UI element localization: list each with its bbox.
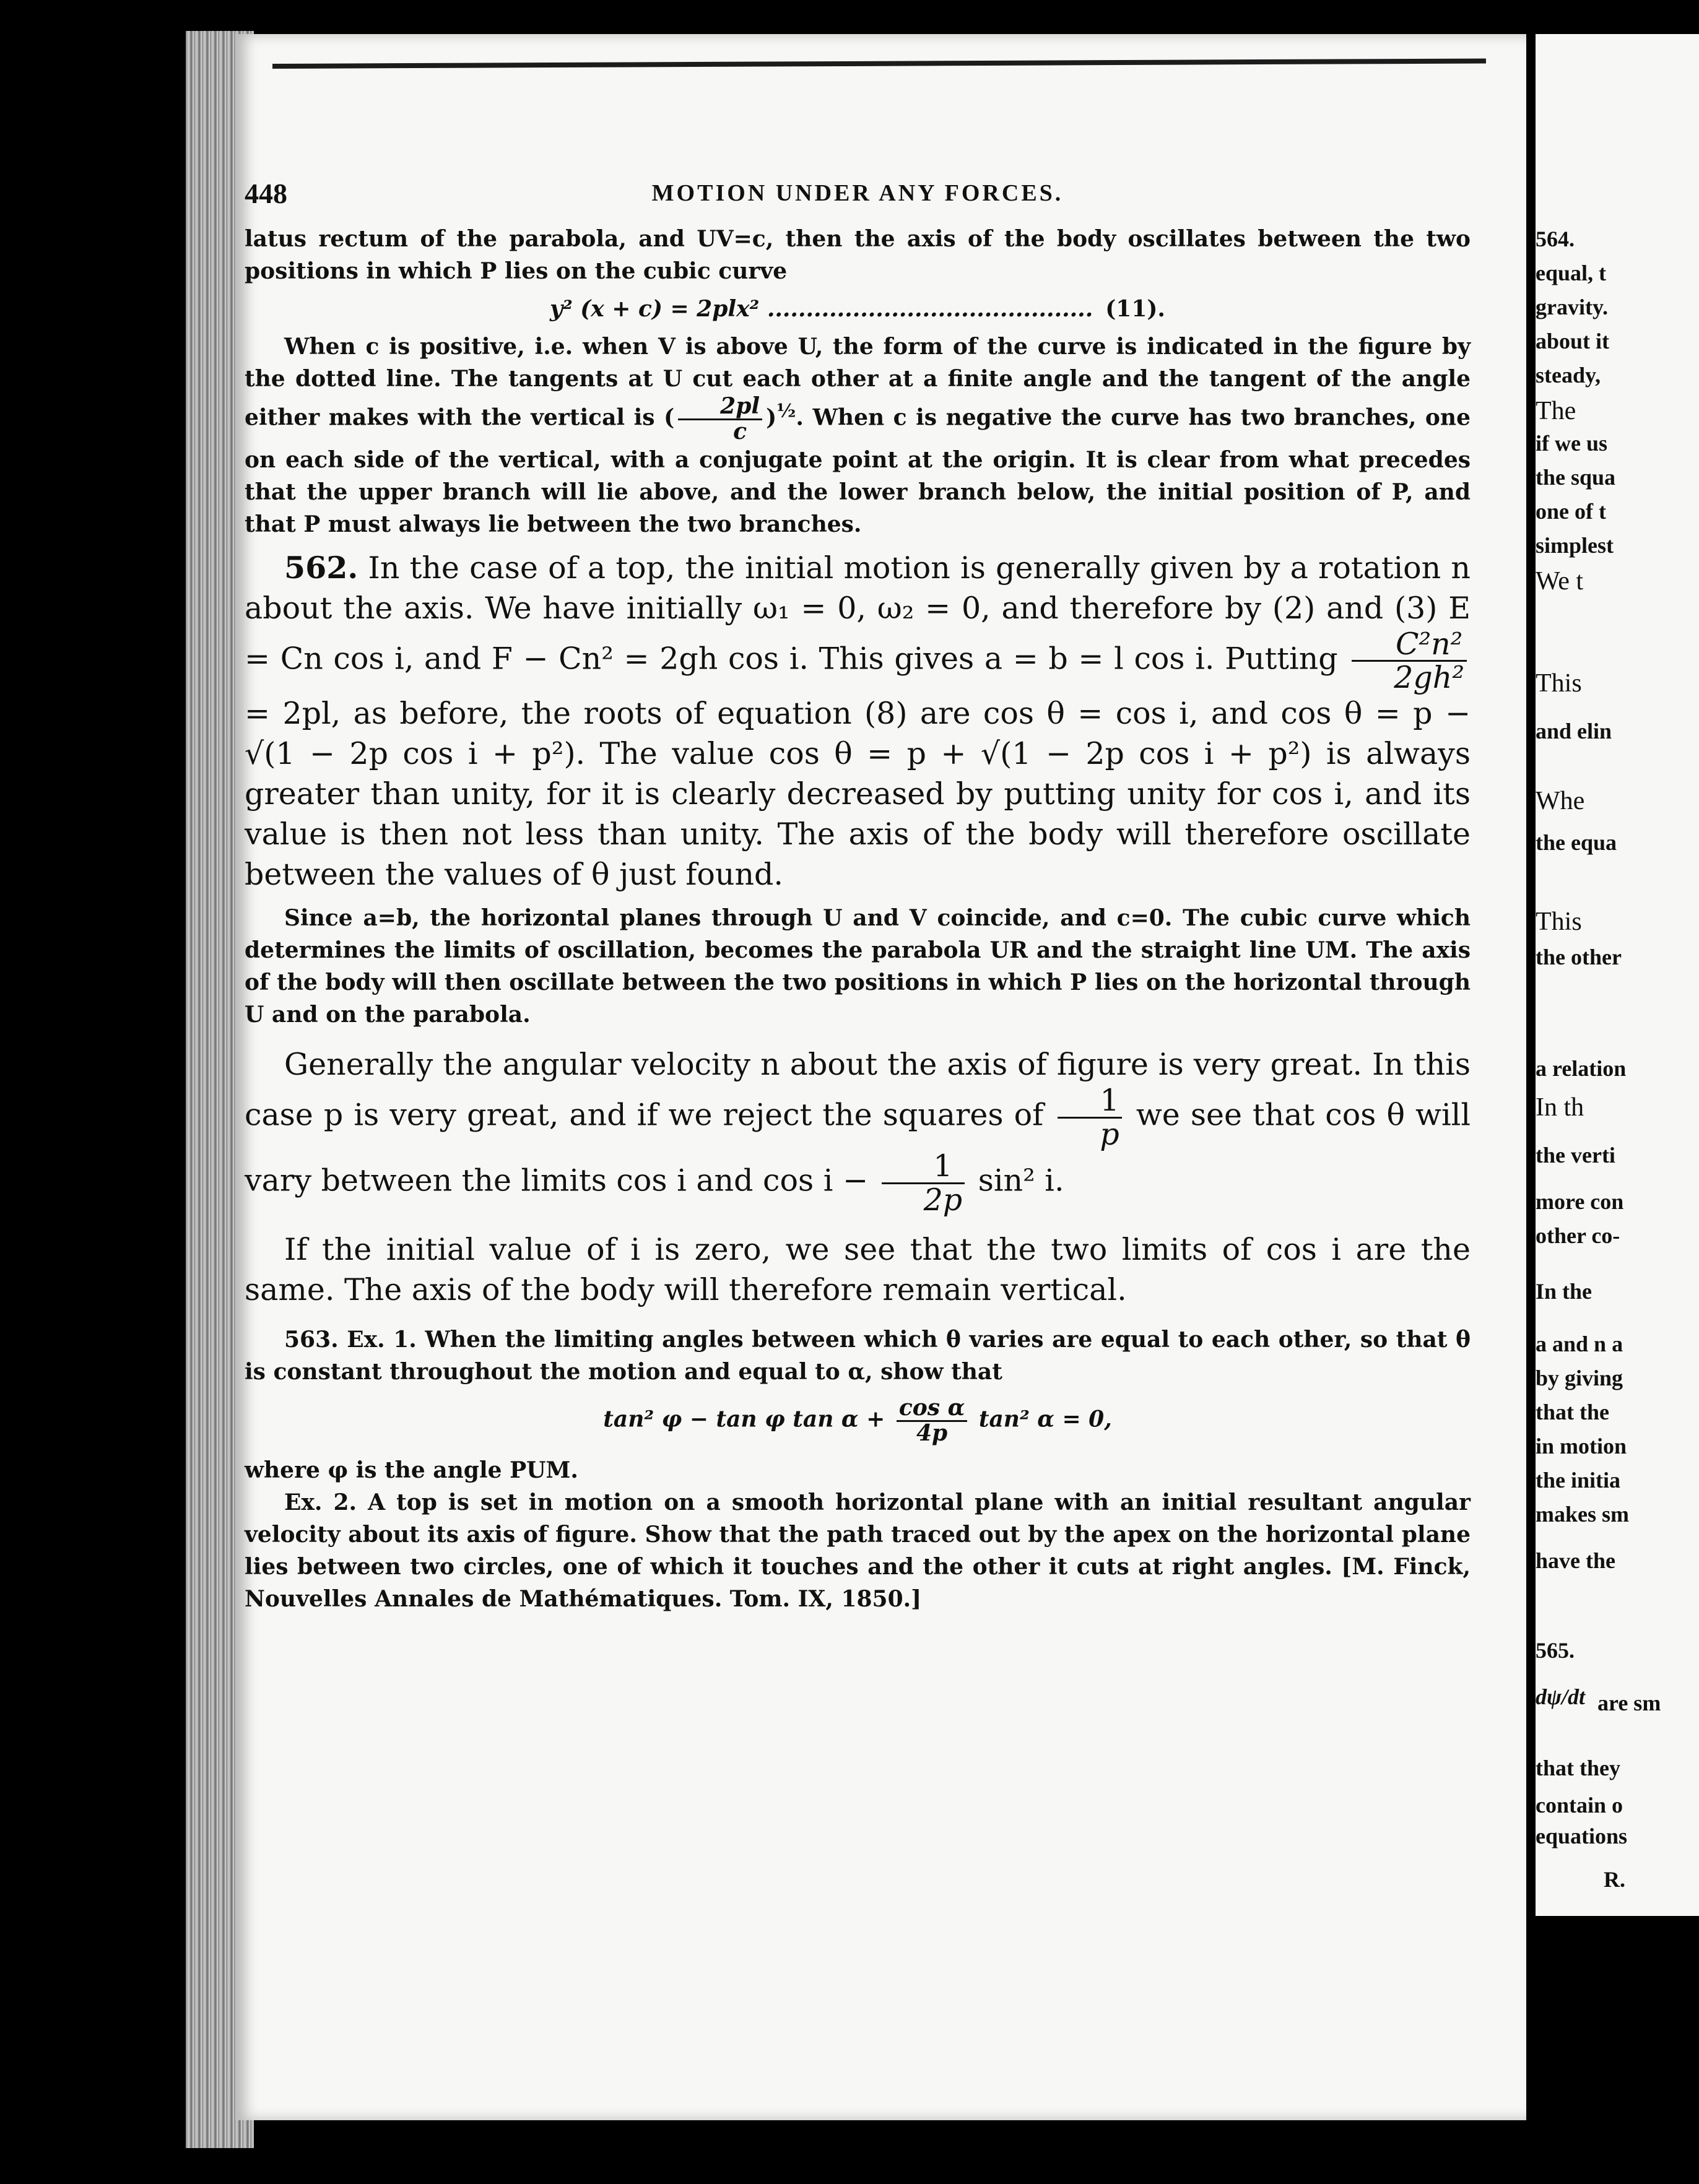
right-line: the verti xyxy=(1536,1143,1615,1168)
right-line: In th xyxy=(1536,1093,1584,1122)
paragraph-initial-value-zero xyxy=(245,1229,1471,1310)
equation-ex1-a: tan² φ − tan φ tan α + xyxy=(603,1406,893,1432)
putting-fraction-num: C²n² xyxy=(1352,628,1467,662)
one-over-2p-den: 2p xyxy=(923,1182,963,1218)
example-2-label: Ex. 2. xyxy=(284,1489,357,1515)
paragraph-positive-c-text-a: When c is positive, i.e. when V is above U, the form of the curve is indicated in the figure by the dotted line. The tangents at U cut each other at a finite angle and the tangent of the angle either makes with the vertical is xyxy=(245,334,1471,431)
paragraph-initial-value-zero-text: If the initial value of i is zero, we see that the two limits of cos i are the same. The axis of the body will therefore remain vertical. xyxy=(245,1232,1471,1308)
equation-11-tag: (11). xyxy=(1105,296,1165,322)
where-phi-text: where φ is the angle PUM. xyxy=(245,1457,578,1483)
example-1-text: When the limiting angles between which θ varies are equal to each other, so that θ is constant throughout the motion and equal to α, show that xyxy=(245,1327,1471,1385)
section-563-number: 563. xyxy=(284,1327,339,1353)
one-over-p-den: p xyxy=(1100,1116,1119,1152)
section-562-text-b: = 2pl, as before, the roots of equation (8) are cos θ = cos i, and cos θ = p − √(1 − 2p cos i + p²). The value cos θ = p + √(1 − 2p cos i + p²) is always greater than unity, for it is clearly decreased by putting unity for cos i, and its value is then not less than unity. The axis of the body will therefore oscillate between the values of θ just found. xyxy=(245,696,1471,893)
right-line: dψ/dt xyxy=(1536,1684,1586,1709)
right-line: that they xyxy=(1536,1756,1620,1780)
right-line: 564. xyxy=(1536,227,1575,251)
right-line: steady, xyxy=(1536,363,1601,388)
section-562 xyxy=(245,548,1471,895)
right-line: 565. xyxy=(1536,1638,1575,1663)
one-over-2p-num: 1 xyxy=(882,1150,965,1184)
where-phi-line xyxy=(245,1454,1471,1486)
right-line: equations xyxy=(1536,1824,1628,1848)
right-line: have the xyxy=(1536,1548,1615,1573)
tangent-fraction xyxy=(678,395,762,444)
cos-alpha-den: 4p xyxy=(916,1420,948,1447)
left-page-text xyxy=(245,171,1471,1615)
running-title: MOTION UNDER ANY FORCES. xyxy=(651,180,1064,206)
tangent-exponent: ½ xyxy=(776,400,796,422)
right-line: the initia xyxy=(1536,1468,1621,1493)
one-over-p-num: 1 xyxy=(1058,1085,1121,1118)
putting-fraction xyxy=(1352,628,1467,694)
right-line: R. xyxy=(1604,1867,1625,1892)
right-line: simplest xyxy=(1536,533,1614,558)
section-562-number: 562. xyxy=(284,549,358,586)
page-number: 448 xyxy=(245,178,287,209)
paragraph-angular-velocity-text-c: sin² i. xyxy=(968,1163,1064,1198)
right-line: makes sm xyxy=(1536,1502,1629,1527)
right-line: by giving xyxy=(1536,1366,1623,1390)
equation-11-body: y² (x + c) = 2plx² .......................................... xyxy=(550,296,1093,322)
equation-11 xyxy=(245,296,1471,322)
example-1-label: Ex. 1. xyxy=(338,1327,417,1353)
right-line: and elin xyxy=(1536,719,1612,743)
top-rule xyxy=(272,58,1486,69)
right-line: gravity. xyxy=(1536,295,1608,319)
right-line: the equa xyxy=(1536,830,1617,855)
right-line: In the xyxy=(1536,1279,1593,1304)
right-line: other co- xyxy=(1536,1223,1620,1248)
right-line: The xyxy=(1536,397,1576,425)
paragraph-angular-velocity-text-b: we see that cos θ will vary between the limits cos i and cos i − xyxy=(245,1097,1471,1198)
example-2-text: A top is set in motion on a smooth horizontal plane with an initial resultant angular velocity about its axis of figure. Show that the path traced out by the apex on the horizontal plane lies between two circles, one of which it touches and the other it cuts at right angles. [M. Finck, Nouvelles Annales de Mathématiques. Tom. IX, 1850.] xyxy=(245,1489,1471,1612)
example-2 xyxy=(245,1486,1471,1615)
one-over-p-fraction xyxy=(1058,1085,1121,1150)
right-line: This xyxy=(1536,908,1582,936)
paragraph-positive-c: When c is positive, i.e. when V is above U, the form of the curve is indicated in the figure by the dotted line. The tangents at U cut each other at a finite angle and the tangent of the angle either makes with the vertical is ( $\frac{2pl}{c}$ )$^{\frac{1}{2}}$. When c is negative the curve has two branches, one on each side of the vertical, with a conjugate point at the origin. It is clear from what precedes that the upper branch will lie above, and the lower branch below, the initial position of P, and that P must always lie between the two branches. xyxy=(245,334,1471,537)
cos-alpha-fraction xyxy=(897,1397,967,1445)
equation-ex1 xyxy=(245,1397,1471,1445)
cos-alpha-num: cos α xyxy=(897,1397,967,1422)
right-line: a and n a xyxy=(1536,1332,1623,1356)
section-562-text-a: In the case of a top, the initial motion is generally given by a rotation n about the axis. We have initially ω₁ = 0, ω₂ = 0, and therefore by (2) and (3) E = Cn cos i, and F − Cn² = 2gh cos i. This gives a = b = l cos i. Putting xyxy=(245,550,1471,677)
right-line: equal, t xyxy=(1536,261,1607,285)
right-page-fragment xyxy=(1536,34,1699,1916)
paragraph-positive-c-text-b: . When c is negative the curve has two branches, one on each side of the vertical, with a conjugate point at the origin. It is clear from what precedes that the upper branch will lie above, and the lower branch below, the initial position of P, and that P must always lie between the two branches. xyxy=(245,404,1471,537)
paragraph-latus-rectum xyxy=(245,223,1471,287)
right-line: in motion xyxy=(1536,1434,1627,1458)
right-line: Whe xyxy=(1536,787,1585,815)
tangent-fraction-num: 2pl xyxy=(678,395,762,420)
right-line: a relation xyxy=(1536,1056,1627,1081)
right-line: more con xyxy=(1536,1189,1624,1214)
tangent-fraction-den: c xyxy=(733,418,747,444)
equation-ex1-b: tan² α = 0, xyxy=(971,1406,1112,1432)
one-over-2p-fraction xyxy=(882,1150,965,1216)
right-line: if we us xyxy=(1536,431,1607,456)
right-line: one of t xyxy=(1536,499,1606,524)
right-line: that the xyxy=(1536,1400,1609,1424)
right-line: contain o xyxy=(1536,1793,1623,1818)
right-line: This xyxy=(1536,669,1582,698)
paragraph-angular-velocity-text-a: Generally the angular velocity n about the axis of figure is very great. In this case p is very great, and if we reject the squares of xyxy=(245,1047,1471,1133)
running-header xyxy=(245,171,1471,223)
right-line: about it xyxy=(1536,329,1610,353)
right-line: are sm xyxy=(1597,1691,1661,1715)
paragraph-since-a-equals-b-text: Since a=b, the horizontal planes through U and V coincide, and c=0. The cubic curve which determines the limits of oscillation, becomes the parabola UR and the straight line UM. The axis of the body will then oscillate between the two positions in which P lies on the horizontal through U and on the parabola. xyxy=(245,905,1471,1028)
right-line: We t xyxy=(1536,567,1584,596)
section-563-ex1 xyxy=(245,1324,1471,1388)
right-line: the squa xyxy=(1536,465,1616,490)
paragraph-latus-rectum-text: latus rectum of the parabola, and UV=c, then the axis of the body oscillates between the two positions in which P lies on the cubic curve xyxy=(245,226,1471,284)
paragraph-angular-velocity xyxy=(245,1044,1471,1216)
putting-fraction-den: 2gh² xyxy=(1394,660,1464,696)
paragraph-since-a-equals-b xyxy=(245,902,1471,1031)
right-line: the other xyxy=(1536,945,1622,969)
